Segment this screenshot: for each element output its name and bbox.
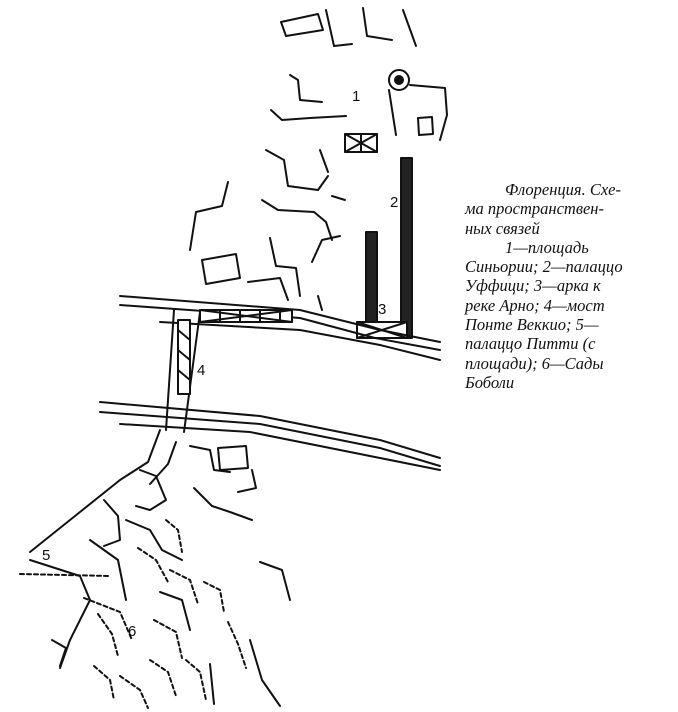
caption-legend-line: Уффици; 3—арка к (465, 276, 601, 296)
figure-caption (465, 180, 675, 392)
map-label-4: 4 (197, 362, 206, 379)
fountain-marker (389, 70, 409, 135)
map-label-2: 2 (390, 194, 399, 211)
map-label-5: 5 (42, 547, 51, 564)
caption-title-line: Флоренция. Схе- (505, 180, 621, 199)
vasari-corridor (200, 310, 292, 322)
northern-blocks (271, 8, 447, 140)
caption-legend-line: Синьории; 2—палаццо (465, 257, 623, 277)
ponte-vecchio (166, 310, 200, 432)
caption-legend-line: Боболи (465, 372, 515, 392)
map-label-6: 6 (128, 623, 137, 640)
caption-legend-line: площади); 6—Сады (465, 353, 604, 373)
map-label-1: 1 (352, 88, 361, 105)
caption-legend-line: 1—площадь (505, 237, 589, 257)
caption-title-line: ма пространствен- (465, 199, 604, 219)
caption-legend-line: реке Арно; 4—мост (465, 295, 605, 315)
caption-title-line: ных связей (465, 218, 540, 238)
map-label-3: 3 (378, 301, 387, 318)
western-streets (190, 150, 345, 310)
caption-legend-line: Понте Веккио; 5— (465, 315, 599, 335)
caption-legend-line: палаццо Питти (с (465, 334, 596, 354)
